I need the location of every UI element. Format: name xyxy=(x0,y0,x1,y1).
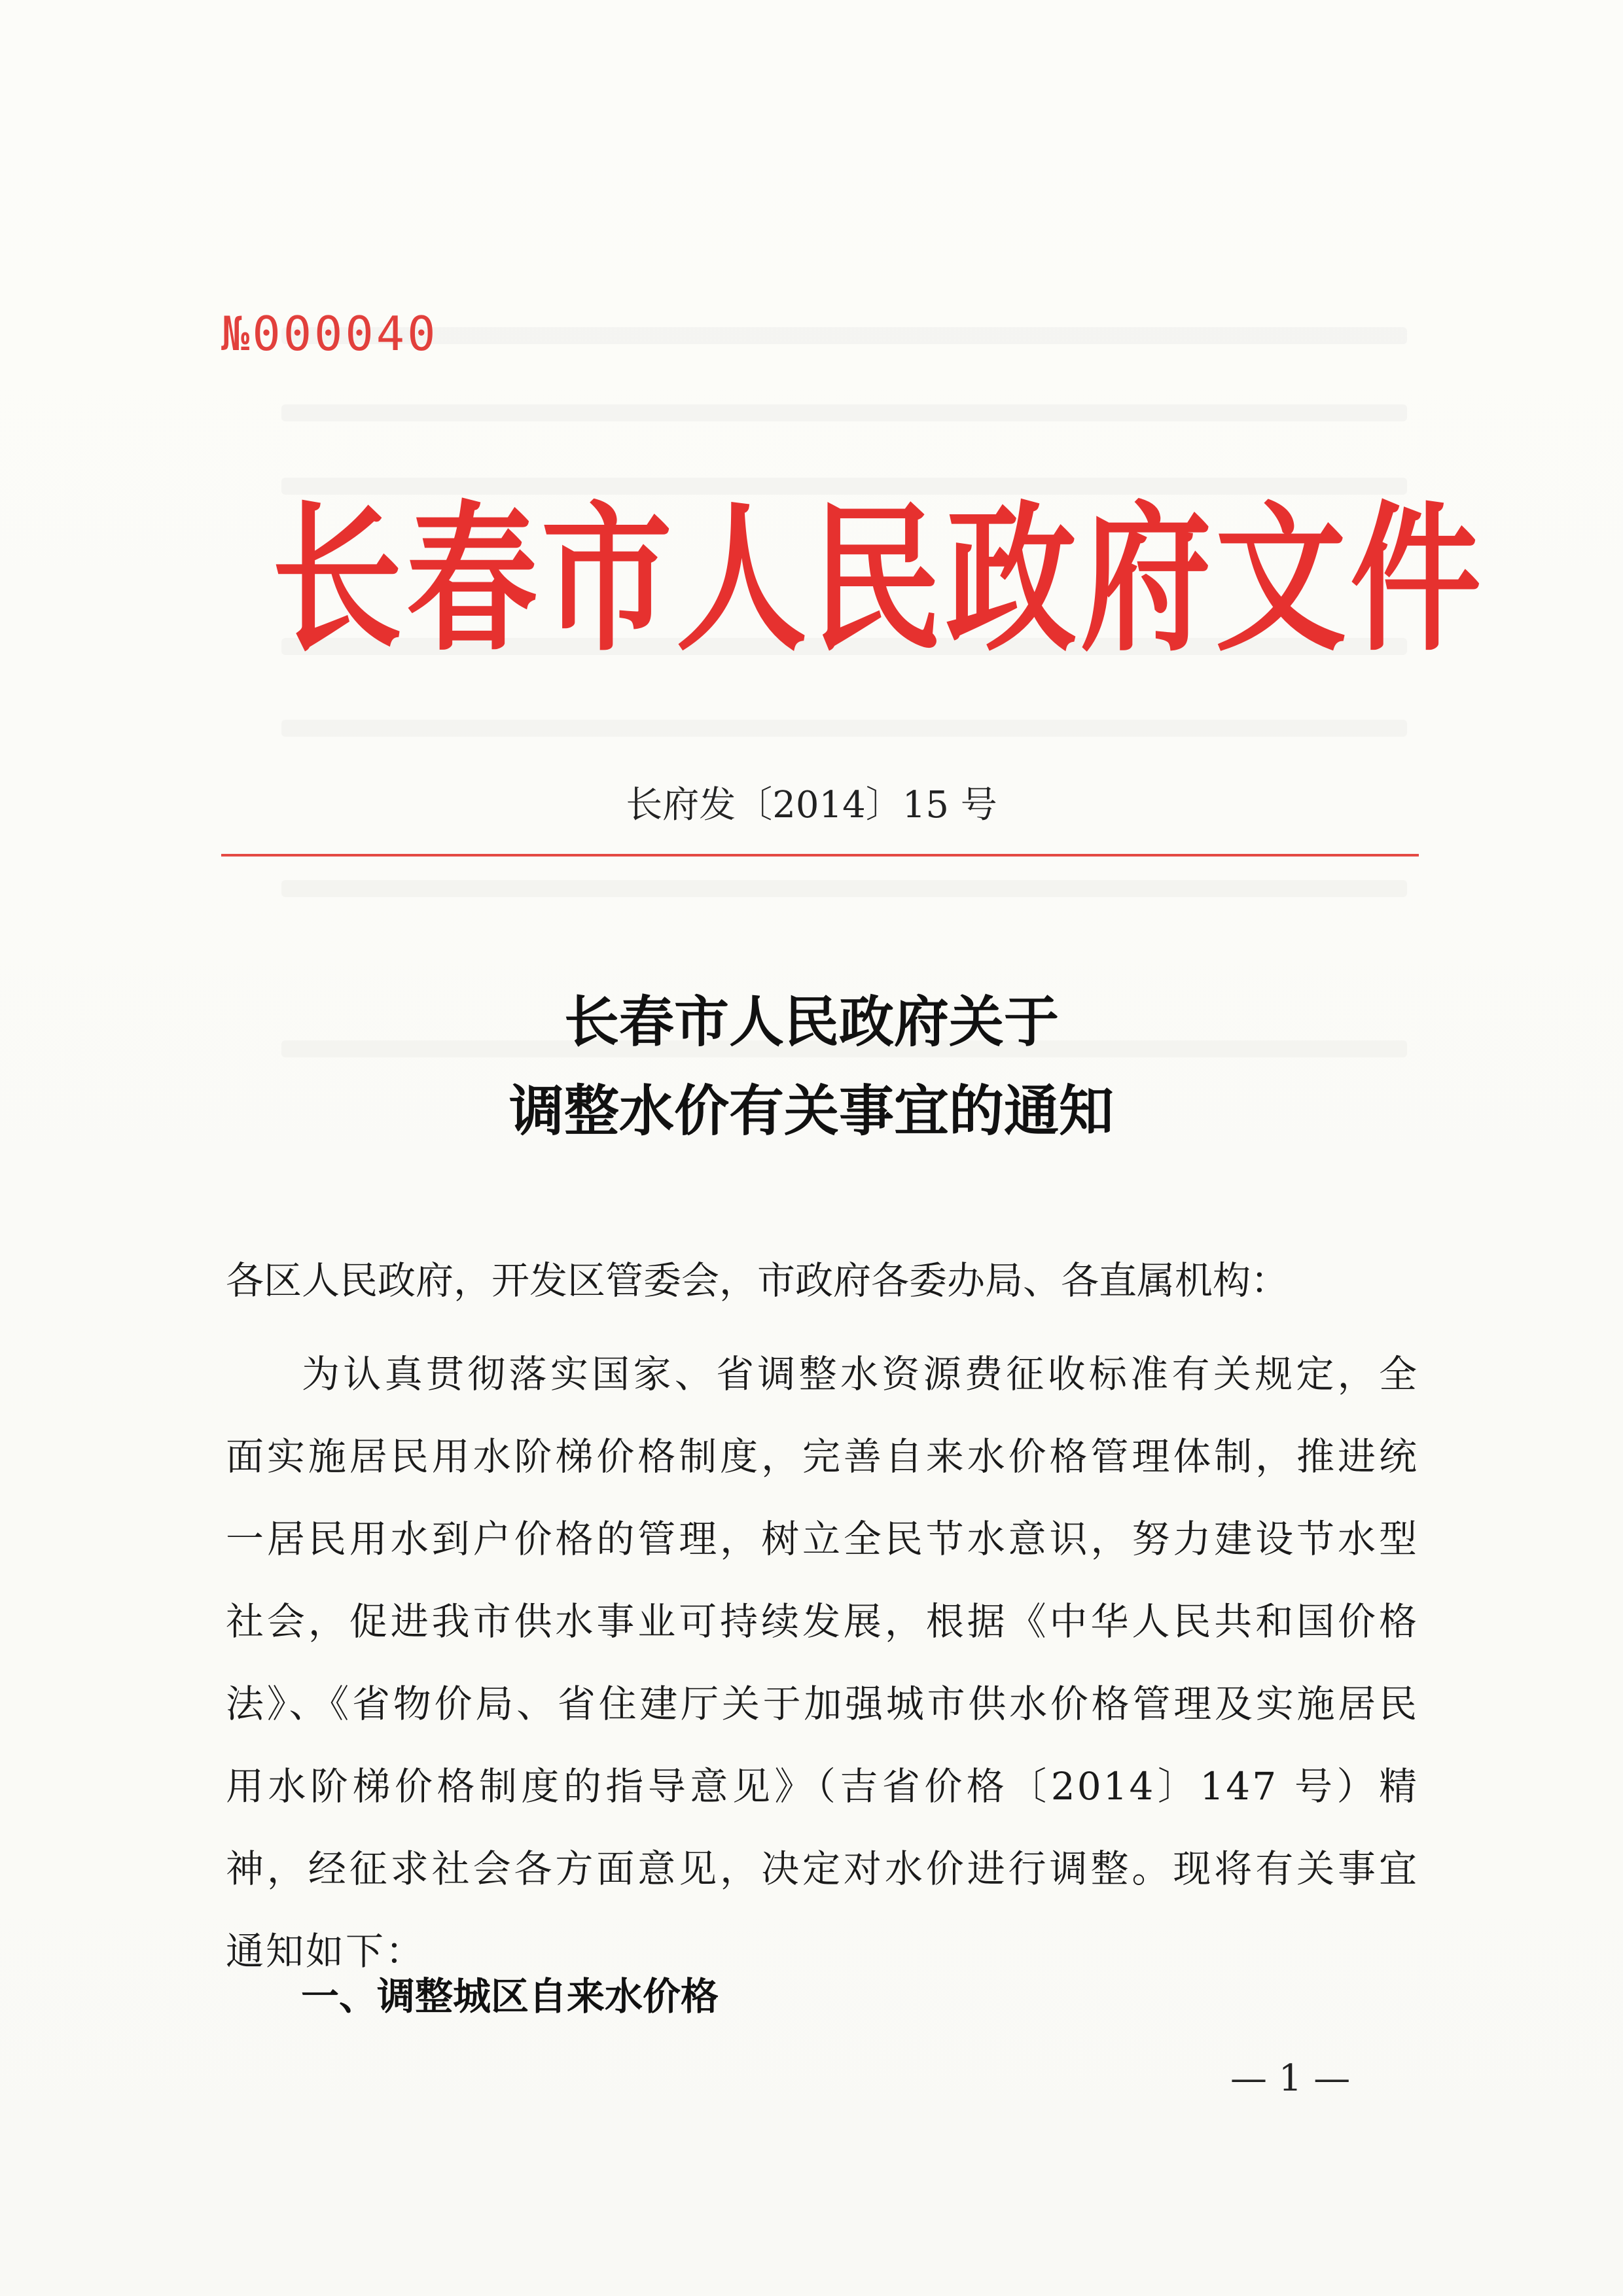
red-divider-rule xyxy=(221,854,1419,857)
bleed-through-texture xyxy=(281,327,1407,344)
document-number: 长府发〔2014〕15 号 xyxy=(626,784,997,826)
bleed-through-texture xyxy=(281,404,1407,421)
section-heading: 一、调整城区自来水价格 xyxy=(301,1974,719,2019)
body-paragraph: 为认真贯彻落实国家、省调整水资源费征收标准有关规定，全面实施居民用水阶梯价格制度，完善自来水价格管理体制，推进统一居民用水到户价格的管理，树立全民节水意识，努力建设节水型社会，促进我市供水事业可持续发展，根据《中华人民共和国价格法》、《省物价局、省住建厅关于加强城市供水价格管理及实施居民用水阶梯价格制度的指导意见》（吉省价格〔2014〕147 号）精神，经征求社会各方面意见，决定对水价进行调整。现将有关事宜通知如下： xyxy=(226,1352,1419,1973)
page-number: — 1 — xyxy=(1230,2057,1351,2100)
document-title-line2: 调整水价有关事宜的通知 xyxy=(508,1078,1114,1143)
serial-number: №000040 xyxy=(221,306,438,361)
document-masthead: 长春市人民政府文件 xyxy=(272,486,1486,674)
salutation: 各区人民政府，开发区管委会，市政府各委办局、各直属机构： xyxy=(226,1258,1289,1303)
bleed-through-texture xyxy=(281,880,1407,897)
bleed-through-texture xyxy=(281,720,1407,737)
document-title-line1: 长春市人民政府关于 xyxy=(563,989,1059,1054)
